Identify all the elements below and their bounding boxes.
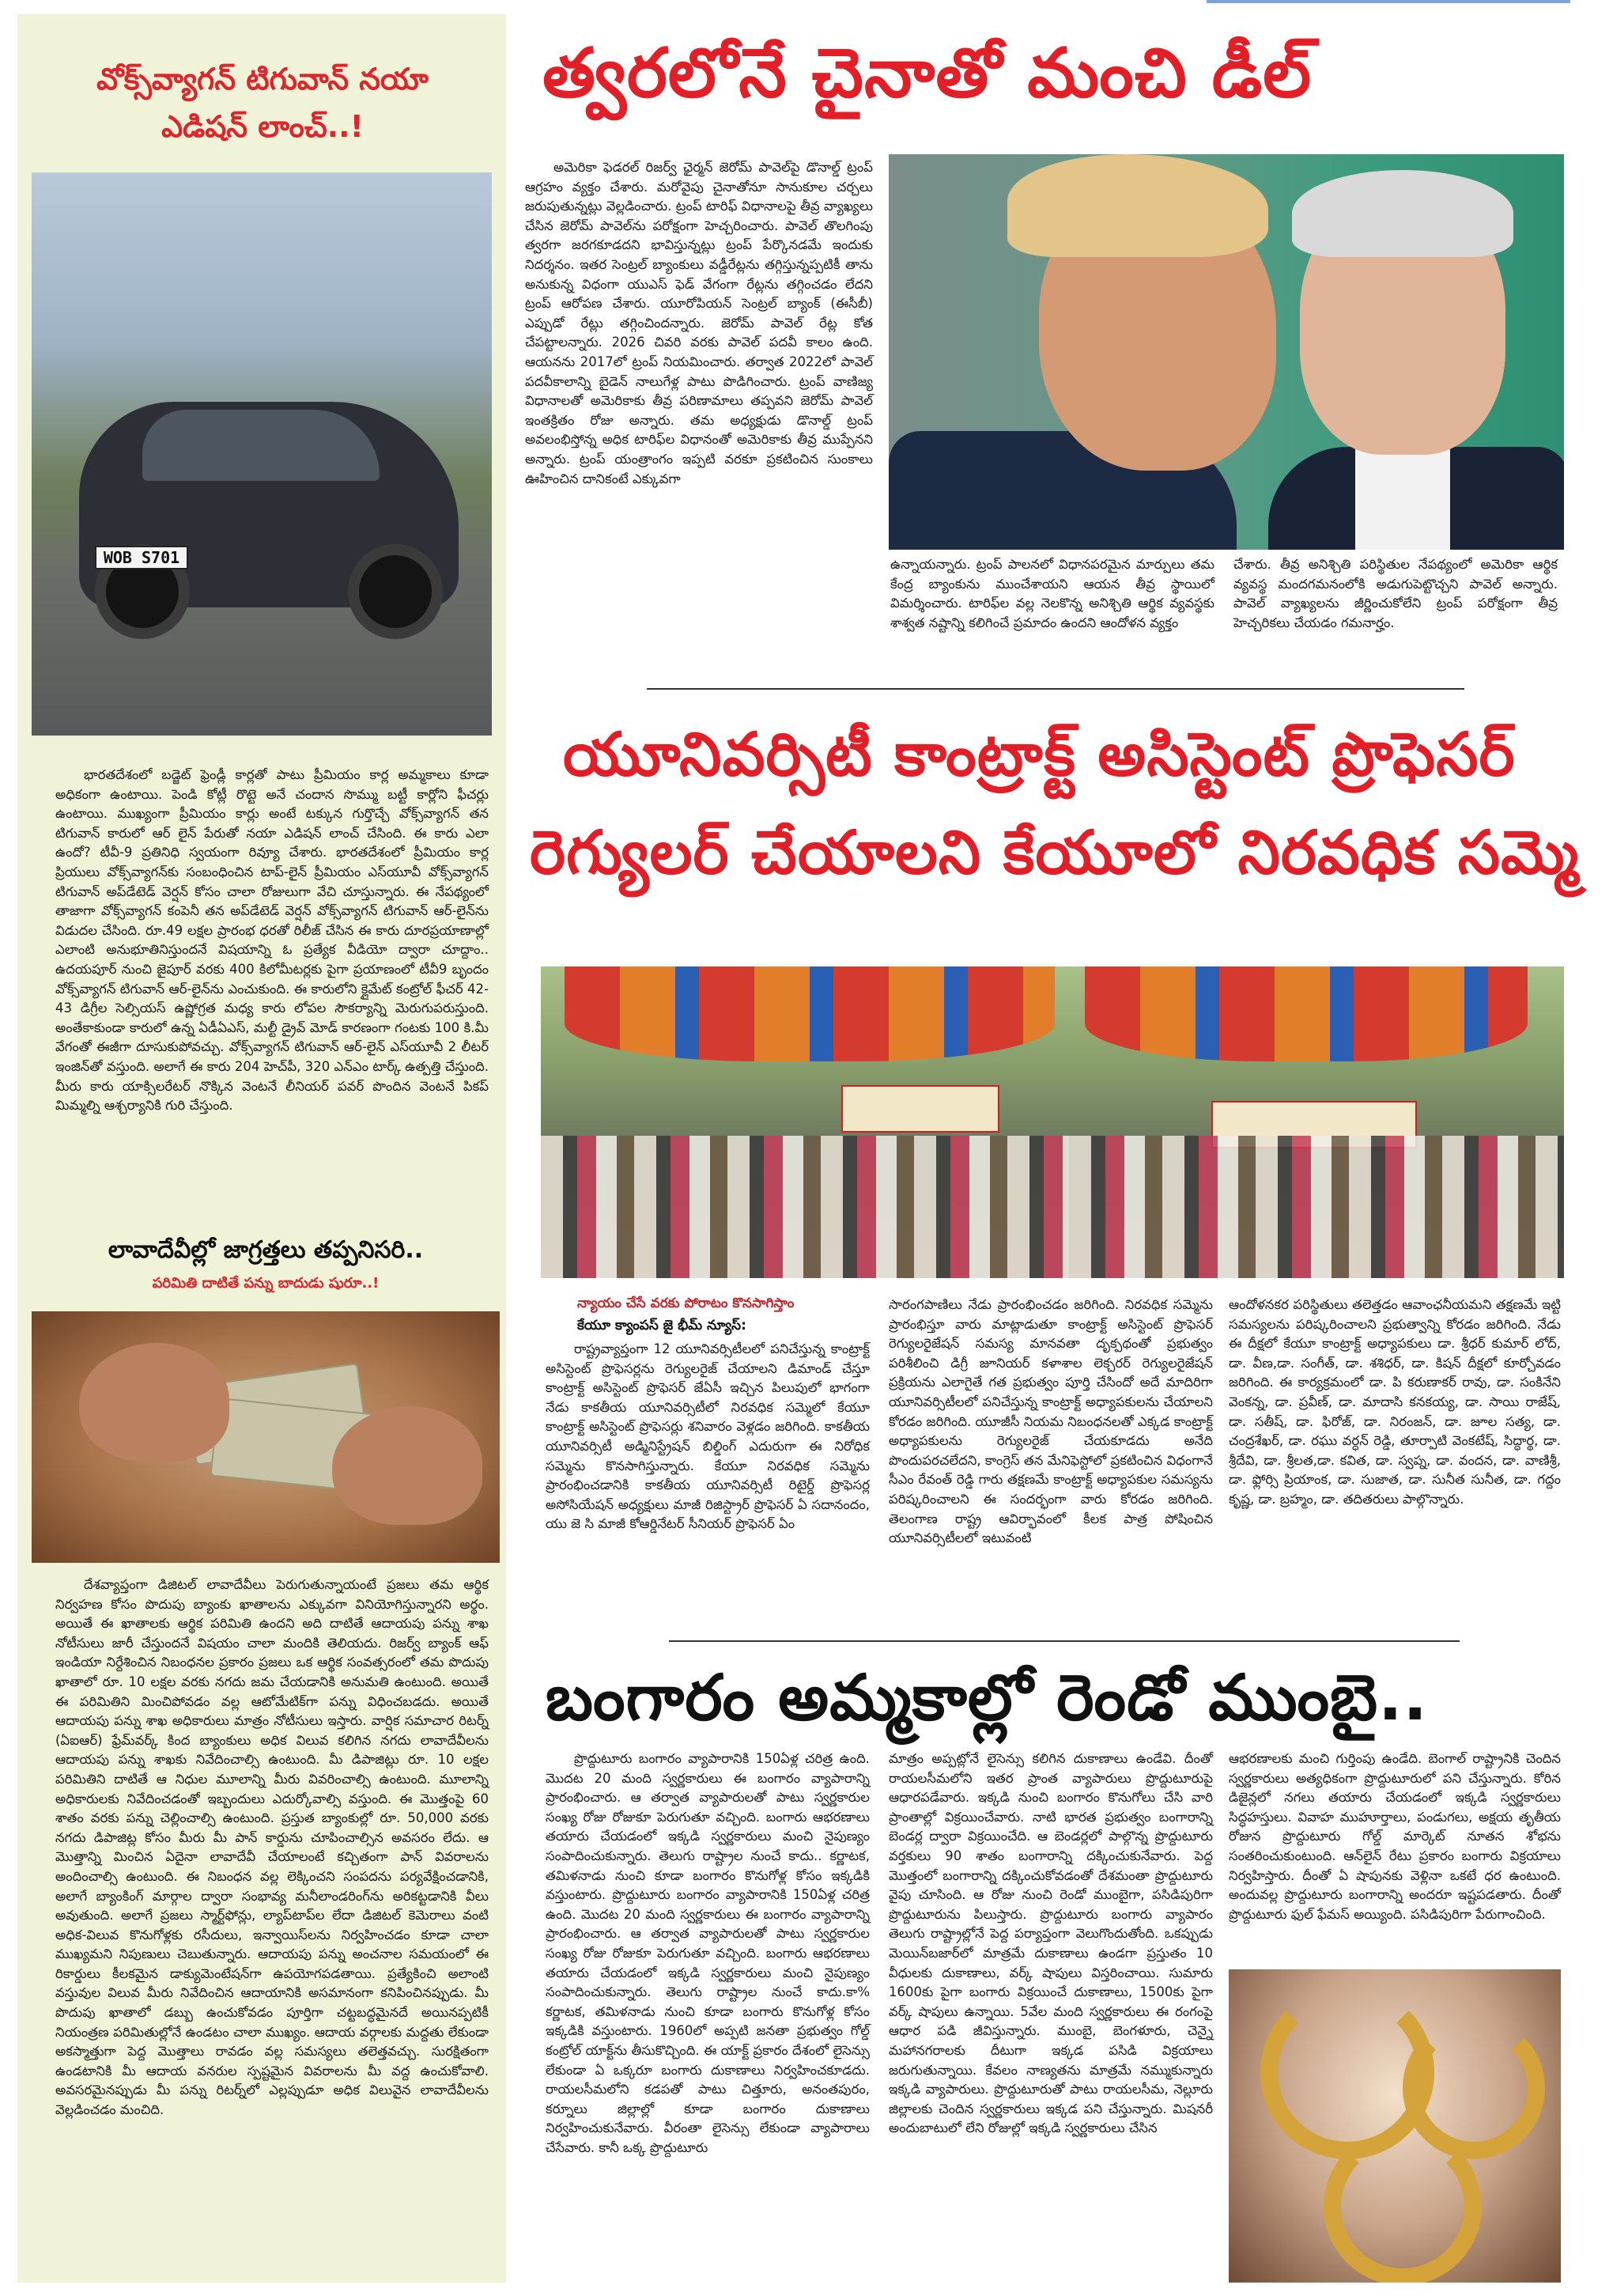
- professor-headline-line-2: రెగ్యులర్ చేయాలని కేయూలో నిరవధిక సమ్మె: [530, 817, 1580, 887]
- story3-column-2: మాత్రం అప్పట్లోనే లైసెన్సు కలిగిన దుకాణాలు ఉండేవి. దీంతో రాయలసీమలోని ఇతర ప్రాంత వ్యాపారులు ప్రొద్దుటూరుపై ఆధారపడేవారు. ఇక్కడి నుంచి బంగారం కొనుగోలు చేసి వారి ప్రాంతాల్లో విక్రయించేవారు. నాటి భారత ప్రభుత్వం బంగారాన్ని బెండర్ల ద్వారా విక్రయించేది. ఆ బెండర్లలో పాల్గొన్న ప్రొద్దుటూరు వర్తకులు 90 శాతం బంగారాన్ని దక్కించుకునేవారు. పెద్ద మొత్తంలో బంగారాన్ని దక్కించుకోవడంతో దేశమంతా ప్రొద్దుటూరు వైపు చూసింది. ఆ రోజు నుంచి రెండో ముంబైగా, పసిడిపురిగా ప్రొద్దుటూరును పిలుస్తారు. ప్రొద్దుటూరు బంగారు వ్యాపారం తెలుగు రాష్ట్రాల్లోనే పెద్ద పర్యాప్తంగా వెలుగొందుతోంది. ఒకప్పుడు మెయిన్‌బజార్‌లో మాత్రమే దుకాణాలు ఉండగా ప్రస్తుతం 10 వీధులకు దుకాణాలు, వర్క్ షాపులు విస్తరించాయి. సుమారు 1600కు పైగా బంగారు విక్రయించే దుకాణాలు, 1500కు పైగా వర్క్ షాపులు ఉన్నాయి. 5వేల మంది స్వర్ణకారులు ఈ రంగంపై ఆధార పడి జీవిస్తున్నారు. ముంబై, బెంగళూరు, చెన్నై మహానగరాలకు దీటుగా ఇక్కడ పసిడి విక్రయాలు జరుగుతున్నాయి. కేవలం నాణ్యతను మాత్రమే నమ్ముకున్నారు ఇక్కడి వ్యాపారులు. ప్రొద్దుటూరుతో పాటు రాయలసీమ, నెల్లూరు జిల్లాలకు చెందిన స్వర్ణకారులు ఇక్కడ పని చేస్తున్నారు. మిషనరీ అందుబాటులో లేని రోజుల్లో ఇక్కడి స్వర్ణకారులు చేసిన: [889, 1751, 1213, 2136]
- hair-shape: [1292, 170, 1513, 257]
- sidebar: [17, 14, 506, 2283]
- protest-photo-left: [541, 966, 1083, 1278]
- china-deal-headline: త్వరలోనే చైనాతో మంచి డీల్: [542, 34, 1313, 113]
- gold-sales-headline: బంగారం అమ్మకాల్లో రెండో ముంబై..: [546, 1661, 1428, 1734]
- story1-column-1: అమెరికా ఫెడరల్ రిజర్వ్ ఛైర్మన్ జెరోమ్ పావెల్‌పై డొనాల్డ్ ట్రంప్ ఆగ్రహం వ్యక్తం చేశారు. మరోవైపు చైనాతోనూ సానుకూల చర్చలు జరుపుతున్నట్లు వెల్లడించారు. ట్రంప్ టారిఫ్ విధానాలపై తీవ్ర వ్యాఖ్యలు చేసిన జెరోమ్ పావెల్‌ను పరోక్షంగా హెచ్చరించారు. పావెల్ తొలగింపు త్వరగా జరగకూడదని భావిస్తున్నట్లు ట్రంప్ పేర్కొనడమే ఇందుకు నిదర్శనం. ఇతర సెంట్రల్ బ్యాంకులు వడ్డీరేట్లను తగ్గిస్తున్నప్పటికీ తాను అనుకున్న విధంగా యుఎస్ ఫెడ్ వేగంగా రేట్లను తగ్గించడం లేదని ట్రంప్ ఆరోపణ చేశారు. యూరోపియన్ సెంట్రల్ బ్యాంక్ (ఈసీబీ) ఎప్పుడో రేట్లు తగ్గించిందన్నారు. జెరోమ్ పావెల్ రేట్ల కోత చేపట్టాలన్నారు. 2026 చివరి వరకు పావెల్ పదవీ కాలం ఉంది. ఆయనను 2017లో ట్రంప్ నియమించారు. తర్వాత 2022లో పావెల్ పదవీకాలాన్ని బైడెన్ నాలుగేళ్ల పాటు పొడిగించారు. ట్రంప్ వాణిజ్య విధానాలతో అమెరికాకు తీవ్ర పరిణామాలు తప్పవని జెరోమ్ పావెల్ ఇంతక్రితం రోజు అన్నారు. తమ అధ్యక్షుడు డొనాల్డ్ ట్రంప్ అవలంభిస్తోన్న అధిక టారిఫ్‌ల విధానంతో అమెరికాకు తీవ్ర ముప్పేనని అన్నారు. ట్రంప్ యంత్రాంగం ఇప్పటి వరకూ ప్రకటించిన సుంకాలు ఊహించిన దానికంటే ఎక్కువగా: [525, 160, 873, 486]
- story2-column-3: ఆందోళనకర పరిస్థితులు తలెత్తడం ఆవాంఛనీయమని తక్షణమే ఇట్టి సమస్యలను పరిష్కరించాలని ప్రభుత్వాన్ని కోరడం జరిగింది. నేడు ఈ దీక్షలో కేయూ కాంట్రాక్ట్ అధ్యాపకులు డా. శ్రీధర్ కుమార్ లోద్, డా. వీణ,డా. సంగీత్, డా. శశిధర్, డా. కిషన్ దీక్షలో కూర్చోవడం జరిగింది. ఈ కార్యక్రమంలో డా. పి కరుణాకర్ రావు, డా. సంకినేని వెంకన్న, డా. ప్రవీణ్, డా. మాదాసి కనకయ్య, డా. సాయి రాజేష్, డా. సతీష్, డా. ఫిరోజ్, డా. నిరంజన్, డా. జూల సత్య, డా. చంద్రశేఖర్, డా. రఘు వర్ధన్ రెడ్డి, తూర్పాటి వెంకటేష్, సిద్ధార్థ, డా. శ్రీదేవి, డా. శ్రీలత,డా. కవిత, డా. స్వప్న, డా. వందన, డా. వాణిశ్రీ, డా. ఫ్లోర్సి ప్రియాంక, డా. సుజాత, డా. సునీత సునీత, డా. గద్దం కృష్ణ, డా. బ్రహ్మం, డా. తదితరులు పాల్గొన్నారు.: [1229, 1297, 1561, 1507]
- license-plate: WOB S701: [95, 546, 188, 569]
- crowd-shape: [541, 1136, 1083, 1278]
- section-divider: [669, 1640, 1460, 1642]
- canopy-shape: [565, 966, 1055, 1061]
- cash-photo: [32, 1311, 500, 1563]
- rear-wheel-shape: [348, 544, 443, 639]
- story1-column-3: చేశారు. తీవ్ర అనిశ్చితి పరిస్థితుల నేపథ్యంలో అమెరికా ఆర్థిక వ్యవస్థ మందగమనంలోకి అడుగుపెట్టొచ్చని పావెల్ అన్నారు. పావెల్ వ్యాఖ్యలను జీర్ణించుకోలేని ట్రంప్ పరోక్షంగా తీవ్ర హెచ్చరికలు చేయడం గమనార్హం.: [1233, 557, 1558, 630]
- professor-headline-line-1: యూనివర్సిటీ కాంట్రాక్ట్ అసిస్టెంట్ ప్రొఫెసర్: [563, 719, 1516, 789]
- shirt-shape: [1355, 447, 1450, 550]
- gold-jewellery-photo: [1229, 1969, 1561, 2283]
- story1-column-2: ఉన్నాయన్నారు. ట్రంప్ పాలనలో విధానపరమైన మార్పులు తమ కేంద్ర బ్యాంకును ముంచేశాయని ఆయన తీవ్ర స్థాయిలో విమర్శించారు. టారిఫ్‌ల వల్ల నెలకొన్న అనిశ్చితి ఆర్థిక వ్యవస్థకు శాశ్వత నష్టాన్ని కలిగించే ప్రమాదం ఉందని ఆందోళన వ్యక్తం: [890, 557, 1214, 630]
- car-launch-title: వోక్స్‌వ్యాగన్ టిగువాన్ నయా ఎడిషన్ లాంచ్..!: [96, 62, 429, 144]
- story2-column-2: సారంగపాణిలు నేడు ప్రారంభించడం జరిగింది. నిరవధిక సమ్మెను ప్రారంభిస్తూ వారు మాట్లాడుతూ కాంట్రాక్ట్ అసిస్టెంట్ ప్రొఫెసర్ రెగ్యులరైజేషన్ సమస్య మానవతా దృక్పథంతో ప్రభుత్వం పరిశీలించి డిగ్రీ జూనియర్ కళాశాల లెక్చరర్ రెగ్యులరైజేషన్ ప్రక్రియను ఎలాగైతే గత ప్రభుత్వం పూర్తి చేసిందో అదే మాదిరిగా యూనివర్సిటీలలో పనిచేస్తున్న కాంట్రాక్ట్ అధ్యాపకులను చేయాలని కోరడం జరిగింది. యూజీసీ నియమ నిబంధనలతో ఎక్కడ కాంట్రాక్ట్ అధ్యాపకులను రెగ్యులరైజ్ చేయకూడదు అనేది పొందుపరచలేదని, కాంగ్రెస్ తన మేనిఫెస్టోలో ప్రకటించిన విధంగానే సీఎం రేవంత్ రెడ్డి గారు తక్షణమే కాంట్రాక్ట్ అధ్యాపకుల సమస్యను పరిష్కరించాలని ఈ సందర్భంగా వారు కోరడం జరిగింది. తెలంగాణ రాష్ట్ర ఆవిర్భావంలో కీలక పాత్ర పోషించిన యూనివర్సిటీలలో ఇటువంటి: [889, 1297, 1213, 1546]
- left-hand-shape: [79, 1343, 229, 1462]
- story2-column-1: రాష్ట్రవ్యాప్తంగా 12 యూనివర్సిటీలలో పనిచేస్తున్న కాంట్రాక్ట్ అసిస్టెంట్ ప్రొఫెసర్లను రెగ్యులరైజ్ చేయాలని డిమాండ్ చేస్తూ కాంట్రాక్ట్ అసిస్టెంట్ ప్రొఫెసర్ జేఏసీ ఇచ్చిన పిలుపులో భాగంగా నేడు కాకతీయ యూనివర్సిటీలో నిరవధిక సమ్మెలో కేయూ కాంట్రాక్ట్ అసిస్టెంట్ ప్రొఫెసర్లు శనివారం వెళ్లడం జరిగింది. కాకతీయ యూనివర్సిటీ అడ్మినిస్ట్రేషన్ బిల్డింగ్ ఎదురుగా ఈ నిరోధిక సమ్మెను కొనసాగిస్తున్నారు. కేయూ నిరవధిక సమ్మెను ప్రారంభించడానికి కాకతీయ యూనివర్సిటీ రిటైర్డ్ ప్రొఫెసర్ల అసోసియేషన్ అధ్యక్షులు మాజీ రిజిస్ట్రార్ ప్రొఫెసర్ ఏ సదానందం, యు జె సి మాజీ కోఆర్డినేటర్ సీనియర్ ప్రొఫెసర్ ఏం: [546, 1341, 870, 1532]
- trump-powell-photo: [889, 154, 1564, 550]
- protest-photo-right: [1069, 966, 1564, 1278]
- bangle-shape: [1324, 2128, 1482, 2283]
- story3-column-1: ప్రొద్దుటూరు బంగారం వ్యాపారానికి 150ఏళ్ల చరిత్ర ఉంది. మొదట 20 మంది స్వర్ణకారులు ఈ బంగారం వ్యాపారాన్ని ప్రారంభించారు. ఆ తర్వాత వ్యాపారులతో పాటు స్వర్ణకారుల సంఖ్య రోజు రోజుకూ పెరుగుతూ వచ్చింది. బంగారు ఆభరణాలు తయారు చేయడంలో ఇక్కడి స్వర్ణకారులు మంచి నైపుణ్యం సంపాదించుకున్నారు. తెలుగు రాష్ట్రాల నుంచే కాదు.. కర్ణాటక, తమిళనాడు నుంచి కూడా బంగారం కొనుగోళ్ల కోసం ఇక్కడికి వస్తుంటారు. ప్రొద్దుటూరు బంగారం వ్యాపారానికి 150ఏళ్ల చరిత్ర ఉంది. మొదట 20 మంది స్వర్ణకారులు ఈ బంగారం వ్యాపారాన్ని ప్రారంభించారు. ఆ తర్వాత వ్యాపారులతో పాటు స్వర్ణకారుల సంఖ్య రోజు రోజుకూ పెరుగుతూ వచ్చింది. బంగారు ఆభరణాలు తయారు చేయడంలో ఇక్కడి స్వర్ణకారులు మంచి నైపుణ్యం సంపాదించుకున్నారు. తెలుగు రాష్ట్రాల నుంచే కాదు.కా% కర్ణాటక, తమిళనాడు నుంచి కూడా బంగారు కొనుగోళ్ల కోసం ఇక్కడికి వస్తుంటారు. 1960లో అప్పటి జనతా ప్రభుత్వం గోల్డ్ కంట్రోల్ యాక్ట్‌ను తీసుకొచ్చింది. ఈ యాక్ట్ ప్రకారం దేశంలో లైసెన్సు లేకుండా ఏ ఒక్కరూ బంగారు దుకాణాలు నిర్వహించకూడదు. రాయలసీమలోని కడపతో పాటు చిత్తూరు, అనంతపురం, కర్నూలు జిల్లాల్లో కూడా బంగారం దుకాణాలు నిర్వహించుకునేవారు. వీరంతా లైసెన్సు లేకుండా వ్యాపారాలు చేసేవారు. కానీ ఒక్క ప్రొద్దుటూరు: [546, 1751, 870, 2155]
- banner-shape: [841, 1085, 999, 1133]
- transactions-subheadline: పరిమితి దాటితే పన్ను బాదుడు షురూ..!: [152, 1275, 380, 1292]
- canopy-shape: [1085, 966, 1528, 1061]
- story2-dateline: కేయూ క్యాంపస్ జై భీమ్ న్యూస్:: [577, 1318, 746, 1333]
- car-photo: [32, 172, 492, 736]
- top-accent-bar: [1207, 0, 1570, 3]
- transactions-headline: లావాదేవీల్లో జాగ్రత్తలు తప్పనిసరి..: [108, 1236, 424, 1264]
- crowd-shape: [1069, 1136, 1564, 1278]
- hair-shape: [1007, 154, 1268, 257]
- transactions-article-text: దేశవ్యాప్తంగా డిజిటల్ లావాదేవీలు పెరుగుతున్నాయంటే ప్రజలు తమ ఆర్థిక నిర్వహణ కోసం పొదుపు బ్యాంకు ఖాతాలను ఎక్కువగా వినియోగిస్తున్నారని అర్థం. అయితే ఈ ఖాతాలకు ఆర్థిక పరిమితి ఉందని అది దాటితే ఆదాయపు పన్ను శాఖ నోటీసులు జారీ చేస్తుందనే విషయం చాలా మందికి తెలియదు. రిజర్వ్ బ్యాంక్ ఆఫ్ ఇండియా నిర్దేశించిన నిబంధనల ప్రకారం ప్రజలు ఒక ఆర్థిక సంవత్సరంలో తమ పొదుపు ఖాతాలో రూ. 10 లక్షల వరకు నగదు జమ చేయడానికి అనుమతి ఉంటుంది. అయితే ఈ పరిమితిని మించిపోవడం వల్ల ఆటోమేటిక్‌గా పన్ను విధించబడదు. అయితే ఆదాయపు పన్ను శాఖ అధికారులు మాత్రం నోటీసులు ఇస్తారు. వార్షిక సమాచార రిటర్న్ (ఏఐఆర్) ఫ్రేమ్‌వర్క్ కింద బ్యాంకులు అధిక విలువ కలిగిన నగదు లావాదేవీలను ఆదాయపు పన్ను శాఖకు నివేదించాల్సి ఉంటుంది. మీ డిపాజిట్లు రూ. 10 లక్షల పరిమితిని దాటితే ఆ నిధుల మూలాన్ని మీరు వివరించాల్సి ఉంటుంది. మూలాన్ని అధికారులకు నివేదించడంతో ఇబ్బందులు ఎదుర్కోవాల్సి వస్తుంది. ఈ మొత్తంపై 60 శాతం వరకు పన్ను చెల్లించాల్సి ఉంటుంది. ప్రస్తుత బ్యాంకుల్లో రూ. 50,000 వరకు నగదు డిపాజిట్ల కోసం మీరు మీ పాన్ కార్డును చూపించాల్సిన అవసరం లేదు. ఆ మొత్తాన్ని మించిన ఏదైనా లావాదేవీ చేయాలంటే కచ్చితంగా పాన్ వివరాలను అందించాల్సి ఉంటుంది. ఈ నిబంధన వల్ల లెక్కించని సంపదను పర్యవేక్షించడానికి, అలాగే బ్యాంకింగ్ మార్గాల ద్వారా సంభావ్య మనీలాండరింగ్‌ను అరికట్టడానికి వీలు అవుతుంది. అలాగే ప్రజలు స్మార్ట్‌ఫోన్లు, ల్యాప్‌టాప్‌ల లేదా డిజిటల్ కెమెరాలు వంటి అధిక-విలువ కొనుగోళ్లకు రసీదులు, ఇన్వాయిస్‌లను నిర్వహించడం కూడా చాలా ముఖ్యమని నిపుణులు చెబుతున్నారు. ఆదాయపు పన్ను అంచనాల సమయంలో ఈ రికార్డులు కీలకమైన డాక్యుమెంటేషన్‌గా ఉపయోగపడతాయి. ప్రత్యేకించి అలాంటి వస్తువుల విలువ మీరు నివేదించిన ఆదాయానికి అసమానంగా కనిపించినప్పుడు. మీ పొదుపు ఖాతాలో డబ్బు ఉంచుకోవడం పూర్తిగా చట్టబద్ధమైనదే అయినప్పటికీ నియంత్రణ పరిమితుల్లోనే ఉండటం చాలా ముఖ్యం. ఆదాయ వర్గాలకు మద్దతు లేకుండా అకస్మాత్తుగా పెద్ద మొత్తాలు రావడం వల్ల సమస్యలు తలెత్తవచ్చు. సురక్షితంగా ఉండటానికి మీ ఆదాయ వనరుల స్పష్టమైన వివరాలను మీ వద్ద ఉంచుకోవాలి. అవసరమైనప్పుడు మీ పన్ను రిటర్న్‌లో ఎల్లప్పుడూ అధిక విలువైన లావాదేవీలను వెల్లడించడం మంచిది.: [55, 1577, 489, 2118]
- section-divider: [647, 688, 1464, 690]
- right-hand-shape: [332, 1406, 482, 1525]
- story3-column-3: ఆభరణాలకు మంచి గుర్తింపు ఉండేది. బెంగాల్ రాష్ట్రానికి చెందిన స్వర్ణకారులు అత్యధికంగా ప్రొద్దుటూరులో పని చేస్తున్నారు. కోరిన డిజైన్లలో నగలు తయారు చేయడంలో ఇక్కడి స్వర్ణకారులు సిద్ధహస్తులు. వివాహ ముహూర్తాలు, పండుగలు, అక్షయ తృతీయ రోజున ప్రొద్దుటూరు గోల్డ్ మార్కెట్ నూతన శోభను సంతరించుకుంటుంది. ఆన్‌లైన్ రేటు ప్రకారం బంగారు విక్రయాలు నిర్వహిస్తారు. దీంతో ఏ షాపునకు వెళ్లినా ఒకటే ధర ఉంటుంది. అందువల్ల ప్రొద్దుటూరు బంగారాన్ని అందరూ ఇష్టపడతారు. దీంతో ప్రొద్దుటూరు ఫుల్ ఫేమస్ అయ్యింది. పసిడిపురిగా పేరుగాంచింది.: [1229, 1751, 1561, 1922]
- car-window-shape: [142, 410, 380, 481]
- car-article-text: భారతదేశంలో బడ్జెట్ ఫ్రెండ్లీ కార్లతో పాటు ప్రీమియం కార్ల అమ్మకాలు కూడా అధికంగా ఉంటాయి. పెండి కోట్లీ రొట్టె అనే చందాన సొమ్ము బట్టీ కార్లోని ఫీచర్లు ఉంటాయి. ముఖ్యంగా ప్రీమియం కార్లు అంటే టక్కున గుర్తొచ్చే వోక్స్‌వ్యాగన్ తన టిగువాన్ కారులో ఆర్ లైన్ పేరుతో నయా ఎడిషన్ లాంచ్ చేసింది. ఈ కారు ఎలా ఉందో? టీవీ-9 ప్రతినిధి స్వయంగా రివ్యూ చేశారు. భారతదేశంలో ప్రీమియం కార్ల ప్రియులు వోక్స్‌వ్యాగన్‌కు సంబంధించిన టాప్-లైన్ ప్రీమియం ఎస్‌యూవీ వోక్స్‌వ్యాగన్ టిగువాన్ అప్‌డేటెడ్ వెర్షన్ కోసం చాలా రోజులుగా వేచి చూస్తున్నారు. ఈ నేపథ్యంలో తాజాగా వోక్స్‌వ్యాగన్ కంపెనీ తన అప్‌డేటెడ్ వెర్షన్ వోక్స్‌వ్యాగన్ టిగువాన్ ఆర్-లైన్‌ను విడుదల చేసింది. రూ.49 లక్షల ప్రారంభ ధరతో రిలీజ్ చేసిన ఈ కారు దూరప్రయాణాల్లో ఎలాంటి అనుభూతినిస్తుందనే విషయాన్ని ఓ ప్రత్యేక వీడియో ద్వారా చూద్దాం.. ఉదయపూర్ నుంచి జైపూర్ వరకు 400 కిలోమీటర్లకు పైగా ప్రయాణంలో టీవీ9 బృందం వోక్స్‌వ్యాగన్ టిగువాన్ ఆర్-లైన్‌ను ఎంచుకుంది. ఈ కారులోని క్లైమేట్ కంట్రోల్ ఫీచర్ 42-43 డిగ్రీల సెల్సియస్ ఉష్ణోగ్రత మధ్య కారు లోపల సౌకర్యాన్ని మెరుగుపరుస్తుంది. అంతేకాకుండా కారులో ఉన్న ఏడీఏఎస్, మల్టీ డ్రైవ్ మోడ్ కారణంగా గంటకు 100 కి.మీ వేగంతో ఈజీగా దూసుకుపోవచ్చు. వోక్స్‌వ్యాగన్ టిగువాన్ ఆర్-లైన్ ఎస్‌యూవీ 2 లీటర్ ఇంజిన్‌తో వస్తుంది. అలాగే ఈ కారు 204 హెచ్‌పీ, 320 ఎన్ఎం టార్క్ ఉత్పత్తి చేస్తుంది. మీరు కారు యాక్సిలరేటర్ నొక్కిన వెంటనే లీనియర్ పవర్ పొందిన వెంటనే పికప్ మిమ్మల్ని ఆశ్చర్యానికి గురి చేస్తుంది.: [55, 767, 489, 1114]
- story2-caption: న్యాయం చేసే వరకు పోరాటం కొనసాగిస్తాం: [577, 1296, 795, 1311]
